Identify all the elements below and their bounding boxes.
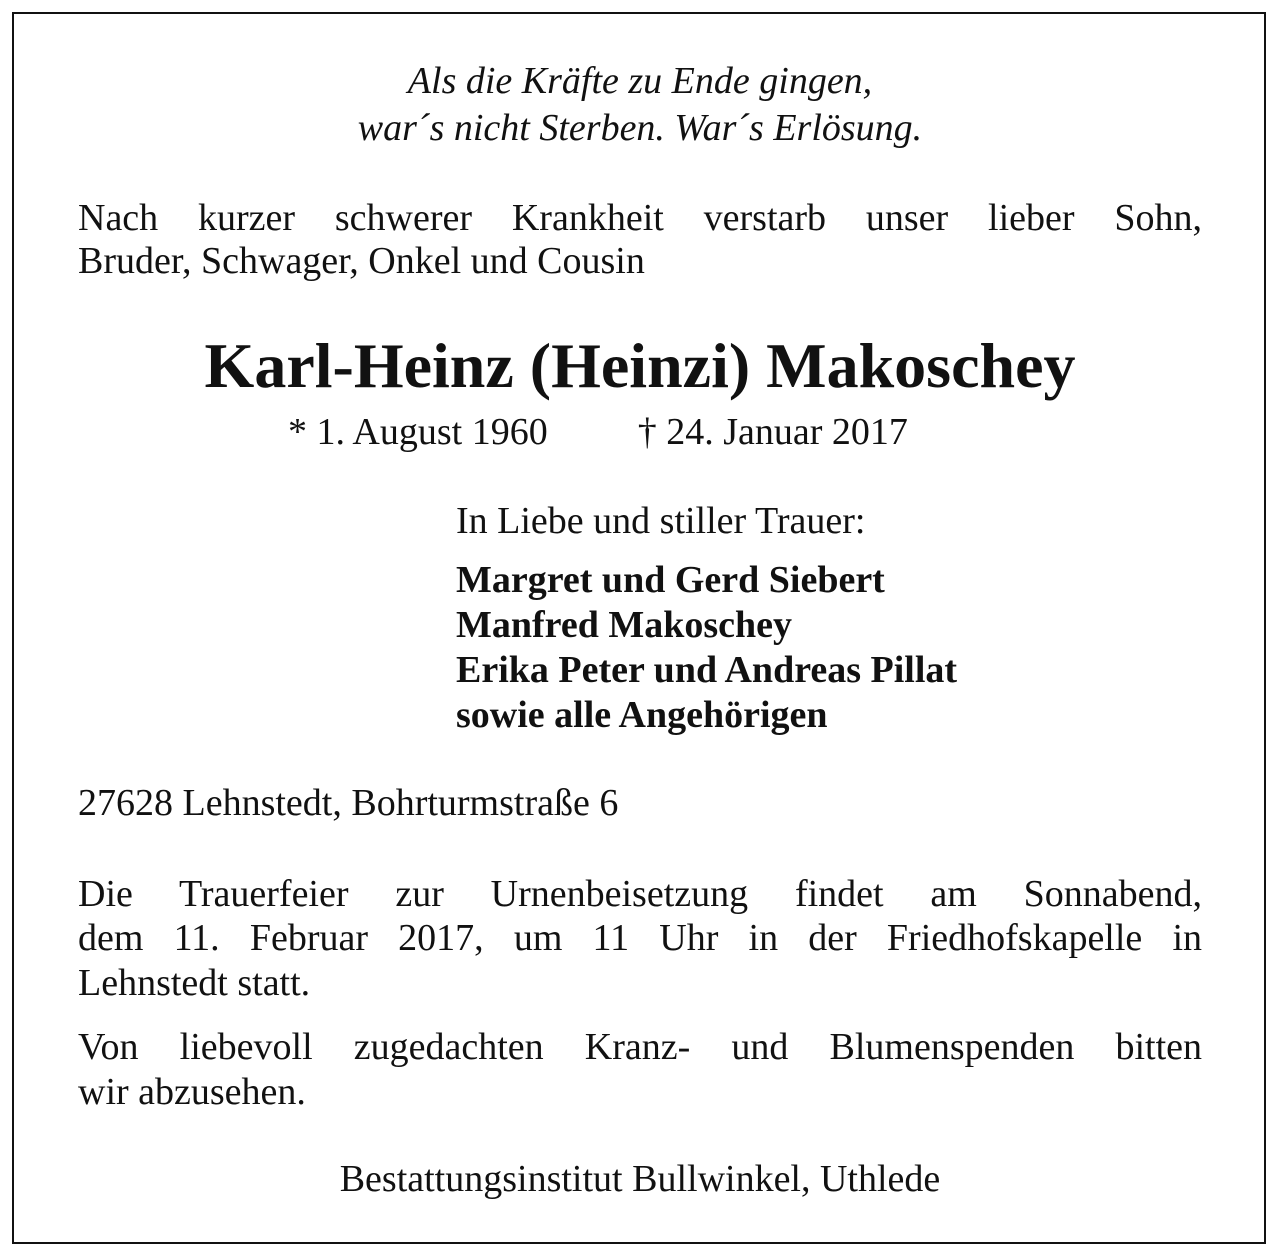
birth-date: * 1. August 1960	[288, 411, 548, 453]
mourner-name: Manfred Makoschey	[456, 604, 792, 646]
life-dates	[288, 413, 908, 451]
mourner-name: Erika Peter und Andreas Pillat	[456, 649, 958, 691]
mourner-name: Margret und Gerd Siebert	[456, 559, 885, 601]
motto-line-1: Als die Kräfte zu Ende gingen,	[407, 60, 873, 102]
address: 27628 Lehnstedt, Bohrturmstraße 6	[78, 782, 619, 824]
mourner-name: sowie alle Angehörigen	[456, 694, 828, 736]
mourners-block	[456, 502, 957, 738]
deceased-name: Karl-Heinz (Heinzi) Makoschey	[204, 330, 1076, 401]
flowers-line-2: wir abzusehen.	[78, 1071, 306, 1113]
intro-line-2: Bruder, Schwager, Onkel und Cousin	[78, 240, 645, 282]
flowers-line-1: Von liebevoll zugedachten Kranz- und Blumenspenden bitten	[78, 1026, 1202, 1068]
ceremony-line-3: Lehnstedt statt.	[78, 962, 311, 1004]
motto-line-2: war´s nicht Sterben. War´s Erlösung.	[357, 107, 923, 149]
ceremony-line-2: dem 11. Februar 2017, um 11 Uhr in der Friedhofskapelle in	[78, 917, 1202, 959]
intro-line-1: Nach kurzer schwerer Krankheit verstarb unser lieber Sohn,	[78, 197, 1202, 239]
mourning-heading: In Liebe und stiller Trauer:	[456, 500, 866, 542]
death-date: † 24. Januar 2017	[637, 411, 908, 453]
funeral-home: Bestattungsinstitut Bullwinkel, Uthlede	[339, 1158, 941, 1200]
ceremony-line-1: Die Trauerfeier zur Urnenbeisetzung findet am Sonnabend,	[78, 873, 1202, 915]
